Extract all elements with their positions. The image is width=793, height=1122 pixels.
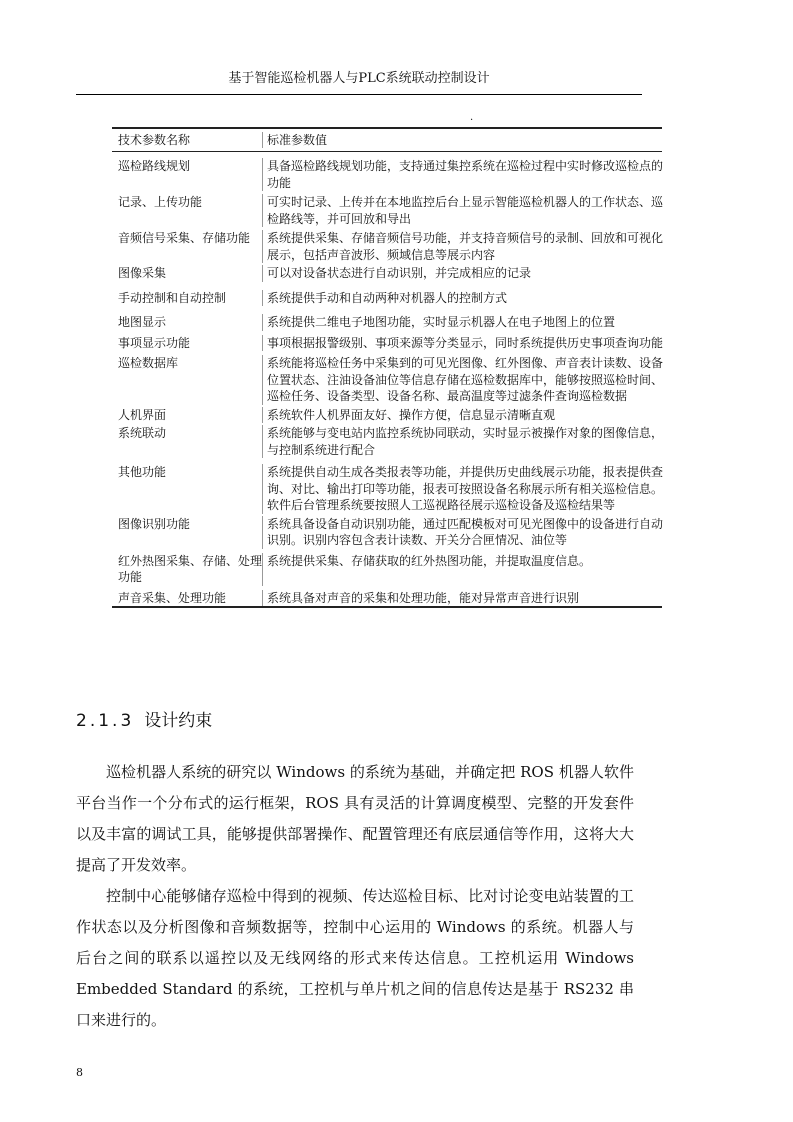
param-value: 可以对设备状态进行自动识别，并完成相应的记录 [262,265,667,282]
table-row [112,351,662,405]
param-value: 系统提供采集、存储获取的红外热图功能，并提取温度信息。 [262,553,667,586]
param-name: 地图显示 [118,315,167,329]
table-row [112,586,662,607]
body-paragraph [76,757,634,881]
param-name: 图像采集 [118,266,167,280]
param-value: 系统软件人机界面友好、操作方便，信息显示清晰直观 [262,407,667,424]
table-row [112,514,662,549]
stray-dot: . [470,112,474,123]
paragraph-1: 巡检机器人系统的研究以 Windows 的系统为基础，并确定把 ROS 机器人软件平台当作一个分布式的运行框架，ROS 具有灵活的计算调度模型、完整的开发套件以及丰富的调试工具，能够提供部署操作、配置管理还有底层通信等作用，这将大大提高了开发效率。 [76,763,634,874]
table-row [112,227,662,263]
table-header-row [112,129,662,152]
param-name: 声音采集、处理功能 [118,590,227,605]
param-value: 系统能将巡检任务中采集到的可见光图像、红外图像、声音表计读数、设备位置状态、注油设备油位等信息存储在巡检数据库中，能够按照巡检时间、巡检任务、设备类型、设备名称、最高温度等过滤条件查询巡检数据 [262,355,667,405]
param-value: 系统提供采集、存储音频信号功能，并支持音频信号的录制、回放和可视化展示，包括声音波形、频域信息等展示内容 [262,230,667,263]
param-name: 手动控制和自动控制 [118,290,227,305]
param-name: 巡检路线规划 [118,159,191,173]
param-name: 系统联动 [118,426,167,440]
table-row [112,263,662,282]
table-row [112,191,662,227]
param-value: 系统具备设备自动识别功能，通过匹配模板对可见光图像中的设备进行自动识别。识别内容包含表计读数、开关分合匣情况、油位等 [262,516,667,549]
param-name: 其他功能 [118,465,167,479]
page-header [76,70,642,95]
param-value: 系统提供手动和自动两种对机器人的控制方式 [262,290,667,307]
section-title: 设计约束 [144,711,213,731]
header-title: 基于智能巡检机器人与PLC系统联动控制设计 [228,71,490,86]
section-number: 2.1.3 [76,711,135,731]
param-value: 系统能够与变电站内监控系统协同联动，实时显示被操作对象的图像信息，与控制系统进行配合 [262,425,667,458]
param-value: 具备巡检路线规划功能，支持通过集控系统在巡检过程中实时修改巡检点的功能 [262,158,667,191]
table-row [112,423,662,458]
param-name: 图像识别功能 [118,516,191,531]
table-row [112,282,662,307]
table-header-name: 技术参数名称 [118,132,191,147]
param-value: 系统具备对声音的采集和处理功能，能对异常声音进行识别 [262,590,667,607]
param-name: 事项显示功能 [118,335,191,350]
param-name: 音频信号采集、存储功能 [118,231,251,245]
param-value: 可实时记录、上传并在本地监控后台上显示智能巡检机器人的工作状态、巡检路线等，并可回放和导出 [262,194,667,227]
param-name: 记录、上传功能 [118,195,203,209]
param-name: 巡检数据库 [118,356,179,370]
param-value: 系统提供自动生成各类报表等功能，并提供历史曲线展示功能，报表提供查询、对比、输出打印等功能，报表可按照设备名称展示所有相关巡检信息。软件后台管理系统要按照人工巡视路径展示巡检设备及巡检结果等 [262,464,667,514]
body-paragraph [76,881,634,1036]
param-value: 事项根据报警级别、事项来源等分类显示，同时系统提供历史事项查询功能 [262,335,667,352]
table-row [112,549,662,586]
parameter-table [112,127,662,608]
table-header-value: 标准参数值 [262,132,667,149]
table-row [112,405,662,424]
param-value: 系统提供二维电子地图功能，实时显示机器人在电子地图上的位置 [262,314,667,331]
page-number: 8 [76,1066,83,1079]
param-name: 人机界面 [118,407,167,422]
table-row [112,331,662,352]
param-name: 红外热图采集、存储、处理功能 [118,553,263,584]
table-row [112,458,662,514]
section-heading [76,709,212,733]
paragraph-2: 控制中心能够储存巡检中得到的视频、传达巡检目标、比对讨论变电站装置的工作状态以及分析图像和音频数据等，控制中心运用的 Windows 的系统。机器人与后台之间的联系以遥控以及无线网络的形式来传达信息。工控机运用 Windows Embedded Standard 的系统，工控机与单片机之间的信息传达是基于 RS232 串口来进行的。 [76,887,634,1029]
table-row [112,306,662,331]
table-row [112,152,662,191]
